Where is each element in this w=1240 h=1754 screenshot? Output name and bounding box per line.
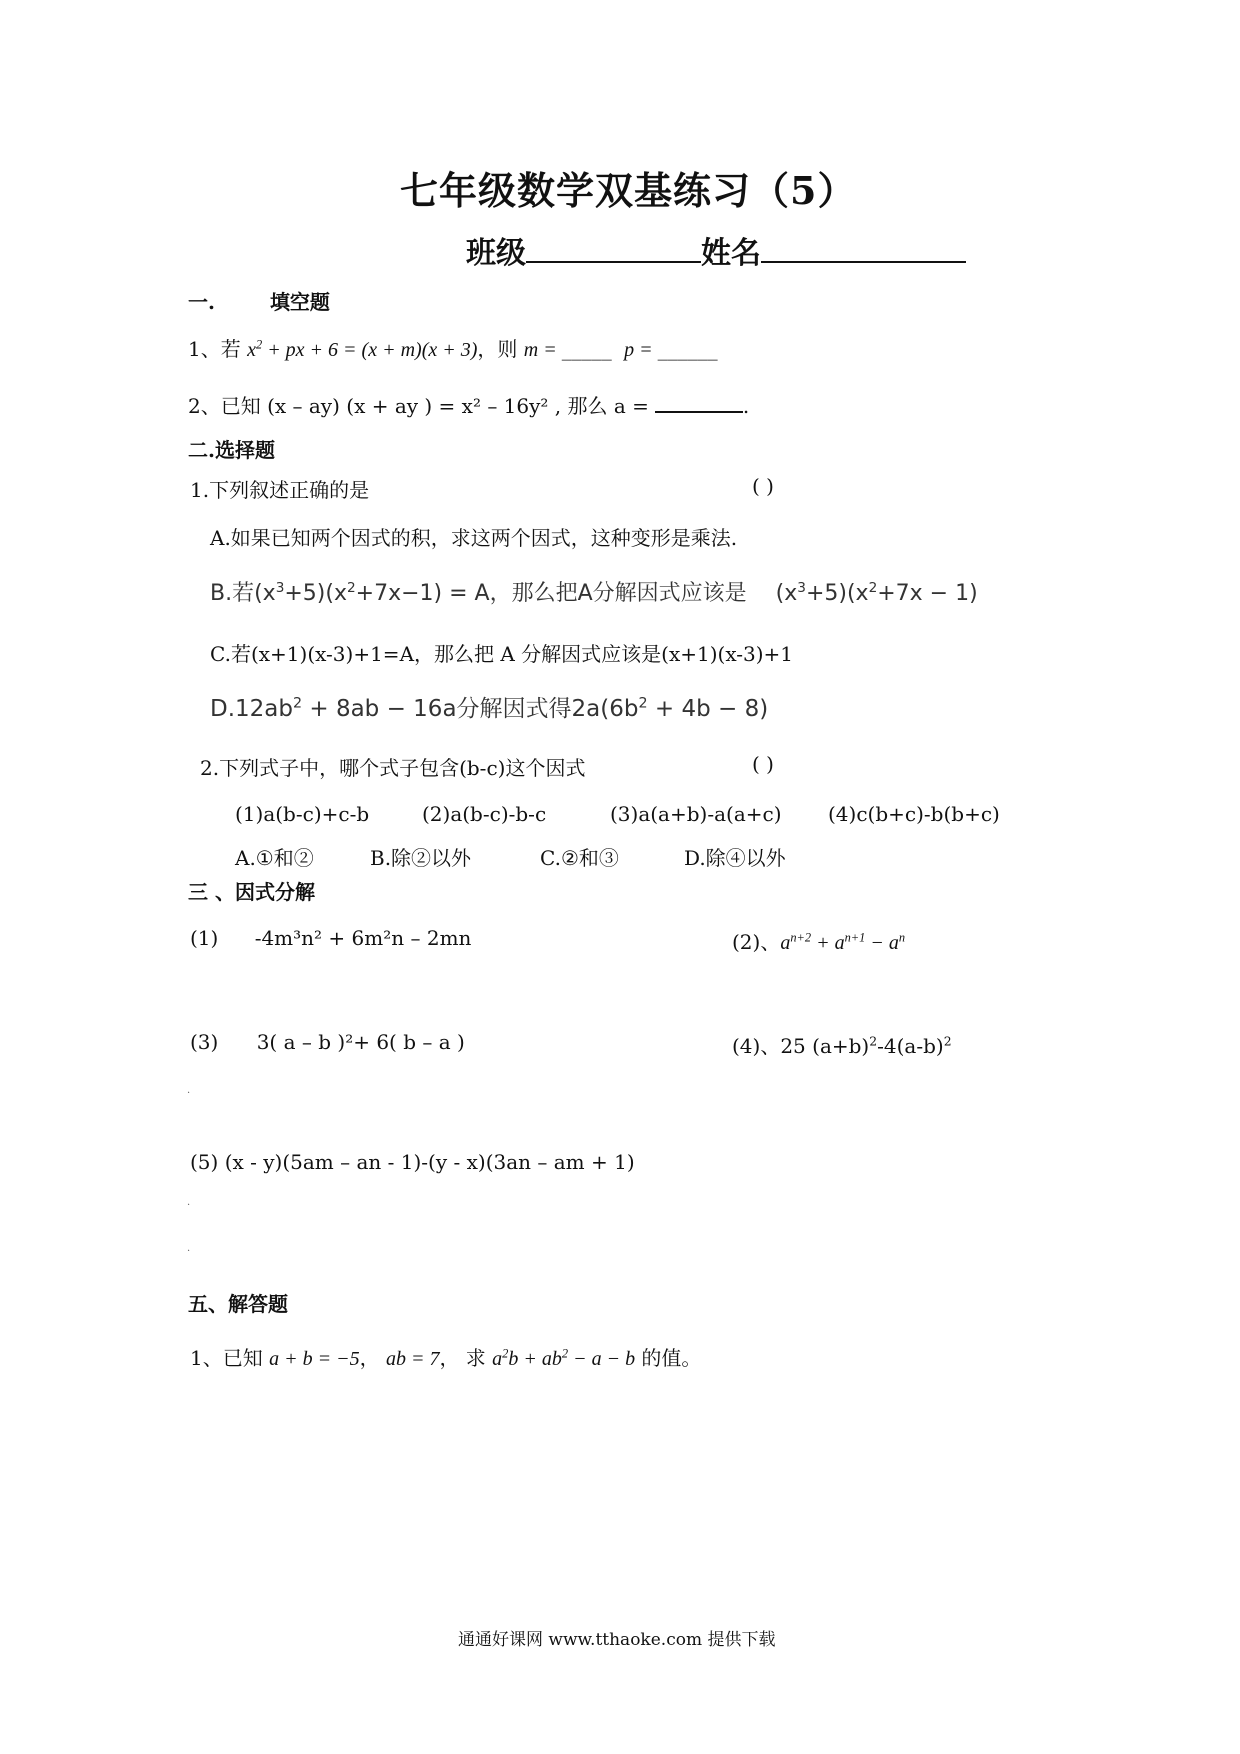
name-label: 姓名 xyxy=(701,236,761,271)
option-d-mid: + 8ab − 16a分解因式得2a(6b xyxy=(302,696,639,722)
q1-p-blank[interactable]: ______ xyxy=(657,337,718,361)
problem-3-expr: 3( a – b )²+ 6( b – a ) xyxy=(256,1030,465,1054)
option-b-ans3: +7x − 1) xyxy=(877,581,978,606)
section1-title: 填空题 xyxy=(269,290,330,314)
solve-q1-mid2: ， 求 xyxy=(439,1346,493,1370)
choice-q2-option-b[interactable]: B.除②以外 xyxy=(370,846,472,870)
class-blank[interactable] xyxy=(526,261,701,263)
choice-q2-item-4: (4)c(b+c)-b(b+c) xyxy=(828,802,1000,826)
choice-q1-option-c[interactable]: C.若(x+1)(x-3)+1=A，那么把 A 分解因式应该是(x+1)(x-3)+1 xyxy=(210,642,794,666)
section5-heading: 五、解答题 xyxy=(188,1292,288,1316)
solve-q1-mid: ， xyxy=(359,1346,386,1370)
option-b-ans1: (x xyxy=(775,581,798,606)
name-blank[interactable] xyxy=(761,261,966,263)
solve-q1-end: 的值。 xyxy=(635,1346,702,1370)
option-b-answer: $(x^3+5)(x^2+7x - 1)$ xyxy=(775,579,978,606)
stray-dot-2: · xyxy=(187,1200,191,1211)
choice-q1-option-d[interactable]: $D.12ab^2 + 8ab - 16a$分解因式得$2a(6b^2 + 4b - 8)$ xyxy=(210,695,769,722)
stray-dot-1: · xyxy=(187,1088,191,1099)
q1-equation: $x^2$ + px + 6 = (x + m)(x + 3) xyxy=(247,337,478,361)
question-1-2 xyxy=(188,390,749,419)
option-d-end: + 4b − 8) xyxy=(647,696,769,722)
choice-q1-option-b[interactable]: B.若$(x^3+5)(x^2+7x-1) = A$，那么把A分解因式应该是 $(x^3+5)(x^2+7x - 1)$ xyxy=(210,579,978,606)
page-title: 七年级数学双基练习（5） xyxy=(400,168,857,213)
choice-q2-option-a[interactable]: A.①和② xyxy=(235,846,314,870)
section1-number: 一. xyxy=(188,290,215,314)
factor-problem-3 xyxy=(190,1030,465,1054)
problem-2-label: (2)、 xyxy=(732,930,781,954)
section2-heading: 二.选择题 xyxy=(188,438,275,462)
footer-text: 通通好课网 www.tthaoke.com 提供下载 xyxy=(458,1630,776,1650)
factor-problem-1 xyxy=(190,926,471,950)
choice-q1-option-a[interactable]: A.如果已知两个因式的积，求这两个因式，这种变形是乘法. xyxy=(210,526,738,550)
choice-q2-item-1: (1)a(b-c)+c-b xyxy=(235,802,370,826)
stray-dot-3: · xyxy=(187,1246,191,1257)
option-b-mid: +5)(x xyxy=(284,581,347,606)
solve-q1-expr: $a^2b + ab^2 - a - b$ xyxy=(492,1346,636,1370)
choice-q1-stem: 1.下列叙述正确的是 xyxy=(190,478,370,502)
choice-q2-stem: 2.下列式子中，哪个式子包含(b-c)这个因式 xyxy=(200,756,586,780)
q2-end: . xyxy=(742,394,750,418)
q2-answer-blank[interactable] xyxy=(655,411,743,413)
solve-q1-cond2: ab = 7 xyxy=(385,1348,440,1370)
q1-prefix: 1、若 xyxy=(188,337,248,361)
class-name-line xyxy=(466,228,966,272)
problem-4-label: (4)、25 (a+b) xyxy=(732,1034,870,1058)
factor-problem-4: (4)、25 $(a+b)^2-4(a-b)^2$ xyxy=(732,1033,952,1058)
q1-p-label: p = xyxy=(624,339,658,361)
solve-question-1 xyxy=(190,1342,701,1371)
choice-q2-option-c[interactable]: C.②和③ xyxy=(540,846,619,870)
problem-2-expr: $a^{n+2} + a^{n+1} - a^n$ xyxy=(780,930,906,954)
q1-suffix: ，则 xyxy=(477,337,524,361)
problem-3-label: (3) xyxy=(190,1030,219,1054)
problem-4-mid: -4(a-b) xyxy=(877,1034,944,1058)
problem-1-expr: -4m³n² + 6m²n – 2mn xyxy=(254,926,472,950)
class-label: 班级 xyxy=(466,236,526,271)
q1-m-blank[interactable]: _____ xyxy=(561,337,612,361)
choice-q1-paren[interactable]: ( ) xyxy=(752,474,774,498)
choice-q2-item-2: (2)a(b-c)-b-c xyxy=(422,802,547,826)
option-d-pre: D.12ab xyxy=(210,696,293,722)
factor-problem-5: (5) (x - y)(5am – an - 1)-(y - x)(3an – am + 1) xyxy=(190,1150,635,1174)
solve-q1-pre: 1、已知 xyxy=(190,1346,270,1370)
q1-m-label: m = xyxy=(523,339,562,361)
option-b-ans2: +5)(x xyxy=(805,581,869,606)
option-b-mid2: +7x−1) = A，那么把A分解因式应该是 xyxy=(355,581,747,606)
problem-1-label: (1) xyxy=(190,926,219,950)
choice-q2-item-3: (3)a(a+b)-a(a+c) xyxy=(610,802,782,826)
solve-q1-cond1: a + b = −5 xyxy=(269,1348,360,1370)
section1-heading xyxy=(188,286,330,315)
option-b-pre: B.若(x xyxy=(210,581,276,606)
factor-problem-2 xyxy=(732,926,905,955)
choice-q2-paren[interactable]: ( ) xyxy=(752,752,774,776)
choice-q2-option-d[interactable]: D.除④以外 xyxy=(684,846,786,870)
question-1-1 xyxy=(188,333,718,362)
section3-heading: 三 、因式分解 xyxy=(188,880,315,904)
q2-text: 2、已知 (x – ay) (x + ay ) = x² – 16y² , 那么 a = xyxy=(188,394,649,418)
